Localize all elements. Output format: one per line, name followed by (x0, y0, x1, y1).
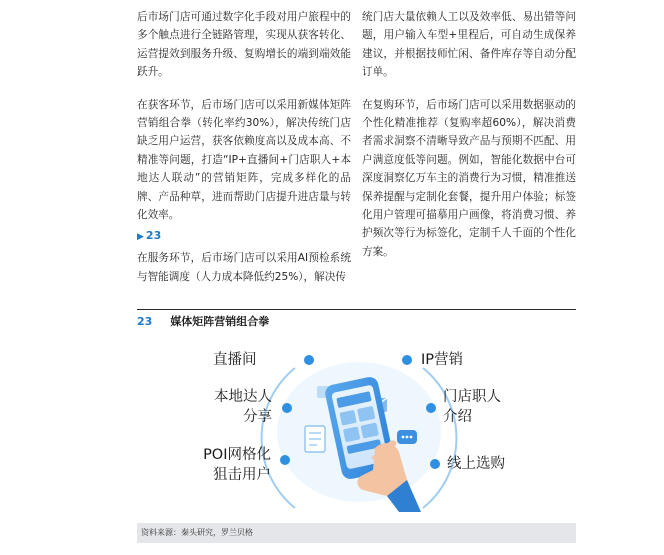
figure-title: 媒体矩阵营销组合拳 (170, 315, 270, 328)
label-store-staff (443, 387, 501, 427)
dot-live-room-icon (304, 355, 314, 365)
right-paragraph-2: 在复购环节，后市场门店可以采用数据驱动的个性化精准推荐（复购率超60%），解决消费者需求洞察不清晰导致产品与预期不匹配、用户满意度低等问题。例如，智能化数据中台可深度洞察亿万车主的消费行为习惯，精准推送保养提醒与定制化套餐，提升用户体验；标签化用户管理可描摹用户画像，将消费习惯、养护频次等行为标签化，定制千人千面的个性化方案。 (362, 98, 576, 258)
source-note: 资料来源：秦头研究，罗兰贝格 (137, 523, 576, 543)
dot-local-talent-icon (282, 403, 292, 413)
label-poi-line2: 狙击用户 (213, 467, 271, 483)
label-online-selection: 线上选购 (447, 456, 505, 472)
dot-ip-icon (402, 355, 412, 365)
triangle-marker-icon: ▶ (137, 232, 144, 243)
figure-number: 23 (137, 315, 153, 328)
label-poi (181, 445, 271, 485)
media-matrix-figure (137, 330, 576, 515)
figure-reference[interactable] (137, 228, 351, 245)
label-live-room: 直播间 (213, 352, 257, 368)
label-poi-line1: POI网格化 (203, 447, 271, 463)
left-paragraph-2: 在获客环节，后市场门店可以采用新媒体矩阵营销组合拳（转化率约30%），解决传统门店缺乏用户运营，获客依赖度高以及成本高、不精准等问题，打造“IP+直播间+门店职人+本地达人联动”的营销矩阵，完成多样化的品牌、产品种草，进而帮助门店提升进店量与转化效率。 (137, 98, 351, 222)
left-paragraph-3: 在服务环节，后市场门店可以采用AI预检系统与智能调度（人力成本降低约25%），解决传 (137, 252, 351, 283)
right-paragraph-1: 统门店大量依赖人工以及效率低、易出错等问题，用户输入车型+里程后，可自动生成保养建议，并根据技师忙闲、备件库存等自动分配订单。 (362, 11, 576, 79)
dot-online-selection-icon (430, 459, 440, 469)
label-ip-marketing: IP营销 (421, 352, 464, 368)
chat-bubble-icon (397, 430, 417, 444)
figure-illustration (137, 330, 576, 515)
dot-poi-icon (280, 455, 290, 465)
right-text-column (362, 8, 576, 275)
label-local-talent-line2: 分享 (243, 409, 272, 425)
label-store-staff-line2: 介绍 (443, 409, 472, 425)
dot-store-staff-icon (426, 403, 436, 413)
label-local-talent (209, 387, 272, 427)
figure-heading (137, 313, 269, 329)
left-text-column (137, 8, 351, 300)
label-store-staff-line1: 门店职人 (443, 389, 501, 405)
figure-reference-number: 23 (145, 229, 162, 243)
figure-top-rule (137, 309, 576, 310)
left-paragraph-1: 后市场门店可通过数字化手段对用户旅程中的多个触点进行全链路管理，实现从获客转化、运营提效到服务升级、复购增长的端到端效能跃升。 (137, 11, 351, 79)
card-icon (305, 426, 325, 452)
label-local-talent-line1: 本地达人 (214, 389, 272, 405)
